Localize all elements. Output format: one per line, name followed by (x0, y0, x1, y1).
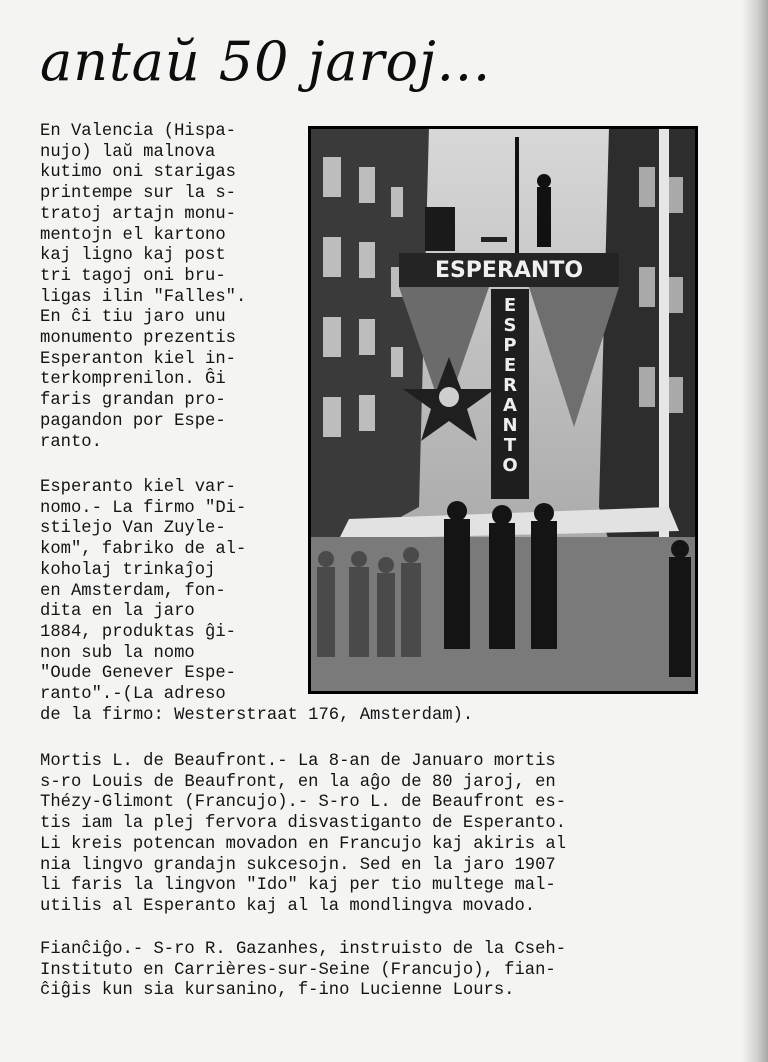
falles-monument-photo (308, 126, 698, 694)
paragraph-fiancigo (40, 940, 566, 1002)
text-line: En Valencia (Hispa- (40, 122, 236, 141)
text-line: en Amsterdam, fon- (40, 581, 226, 601)
text-line: koholaj trinkaĵoj (40, 560, 216, 580)
text-line: "Oude Genever Espe- (40, 664, 236, 684)
text-line: non sub la nomo (40, 643, 195, 663)
text-line: dita en la jaro (40, 602, 195, 622)
text-line: tratoj artajn monu- (40, 204, 236, 224)
text-line: En ĉi tiu jaro unu (40, 308, 226, 328)
photo-vertical-letter: N (502, 415, 518, 436)
text-line: Mortis L. de Beaufront.- La 8-an de Januaro mortis (40, 752, 556, 771)
text-line: s-ro Louis de Beaufront, en la aĝo de 80 jaroj, en (40, 772, 556, 792)
text-line: 1884, produktas ĝi- (40, 622, 236, 642)
paragraph-mortis-beaufront (40, 752, 566, 918)
text-line: utilis al Esperanto kaj al la mondlingva movado. (40, 896, 536, 916)
photo-vertical-letter: S (503, 315, 517, 336)
text-line: nia lingvo grandajn sukcesojn. Sed en la jaro 1907 (40, 855, 556, 875)
photo-vertical-letter: T (503, 435, 517, 456)
text-line: Li kreis potencan movadon en Francujo kaj akiris al (40, 834, 567, 854)
photo-vertical-letter: E (503, 355, 517, 376)
text-line: li faris la lingvon "Ido" kaj per tio multege mal- (40, 876, 556, 896)
text-line: tri tagoj oni bru- (40, 266, 226, 286)
text-line: ĉiĝis kun sia kursanino, f-ino Lucienne Lours. (40, 981, 515, 1001)
page-heading: antaŭ 50 jaroj... (40, 30, 492, 93)
text-line: nujo) laŭ malnova (40, 142, 216, 162)
paragraph-esperanto-varnomo (40, 478, 246, 706)
text-line: Esperanton kiel in- (40, 349, 236, 369)
text-line: ranto. (40, 432, 102, 452)
paragraph-valencia-falles (40, 122, 246, 453)
text-line: Thézy-Glimont (Francujo).- S-ro L. de Beaufront es- (40, 793, 567, 813)
text-line: Fianĉiĝo.- S-ro R. Gazanhes, instruisto de la Cseh- (40, 940, 567, 959)
text-line: Esperanto kiel var- (40, 478, 236, 497)
text-line: printempe sur la s- (40, 184, 236, 204)
text-line: nomo.- La firmo "Di- (40, 498, 247, 518)
photo-vertical-letter: A (503, 395, 517, 416)
photo-banner-text: ESPERANTO (434, 258, 584, 283)
text-line: kom", fabriko de al- (40, 540, 247, 560)
text-line: kaj ligno kaj post (40, 246, 226, 266)
text-line: monumento prezentis (40, 329, 236, 349)
text-line: faris grandan pro- (40, 391, 226, 411)
text-line: mentojn el kartono (40, 225, 226, 245)
photo-vertical-letter: E (503, 295, 517, 316)
text-line: stilejo Van Zuyle- (40, 519, 226, 539)
paragraph-address-line: de la firmo: Westerstraat 176, Amsterdam). (40, 706, 474, 725)
photo-vertical-letter: O (502, 455, 518, 476)
photo-illustration (309, 127, 697, 693)
text-line: terkomprenilon. Ĝi (40, 370, 226, 390)
photo-vertical-letter: R (503, 375, 517, 396)
text-line: ligas ilin "Falles". (40, 287, 247, 307)
photo-vertical-letter: P (503, 335, 517, 356)
text-line: Instituto en Carrières-sur-Seine (Francujo), fian- (40, 960, 556, 980)
text-line: kutimo oni starigas (40, 163, 236, 183)
text-line: tis iam la plej fervora disvastiganto de Esperanto. (40, 814, 567, 834)
text-line: ranto".-(La adreso (40, 685, 226, 705)
page-edge-shadow (742, 0, 768, 1062)
text-line: pagandon por Espe- (40, 411, 226, 431)
